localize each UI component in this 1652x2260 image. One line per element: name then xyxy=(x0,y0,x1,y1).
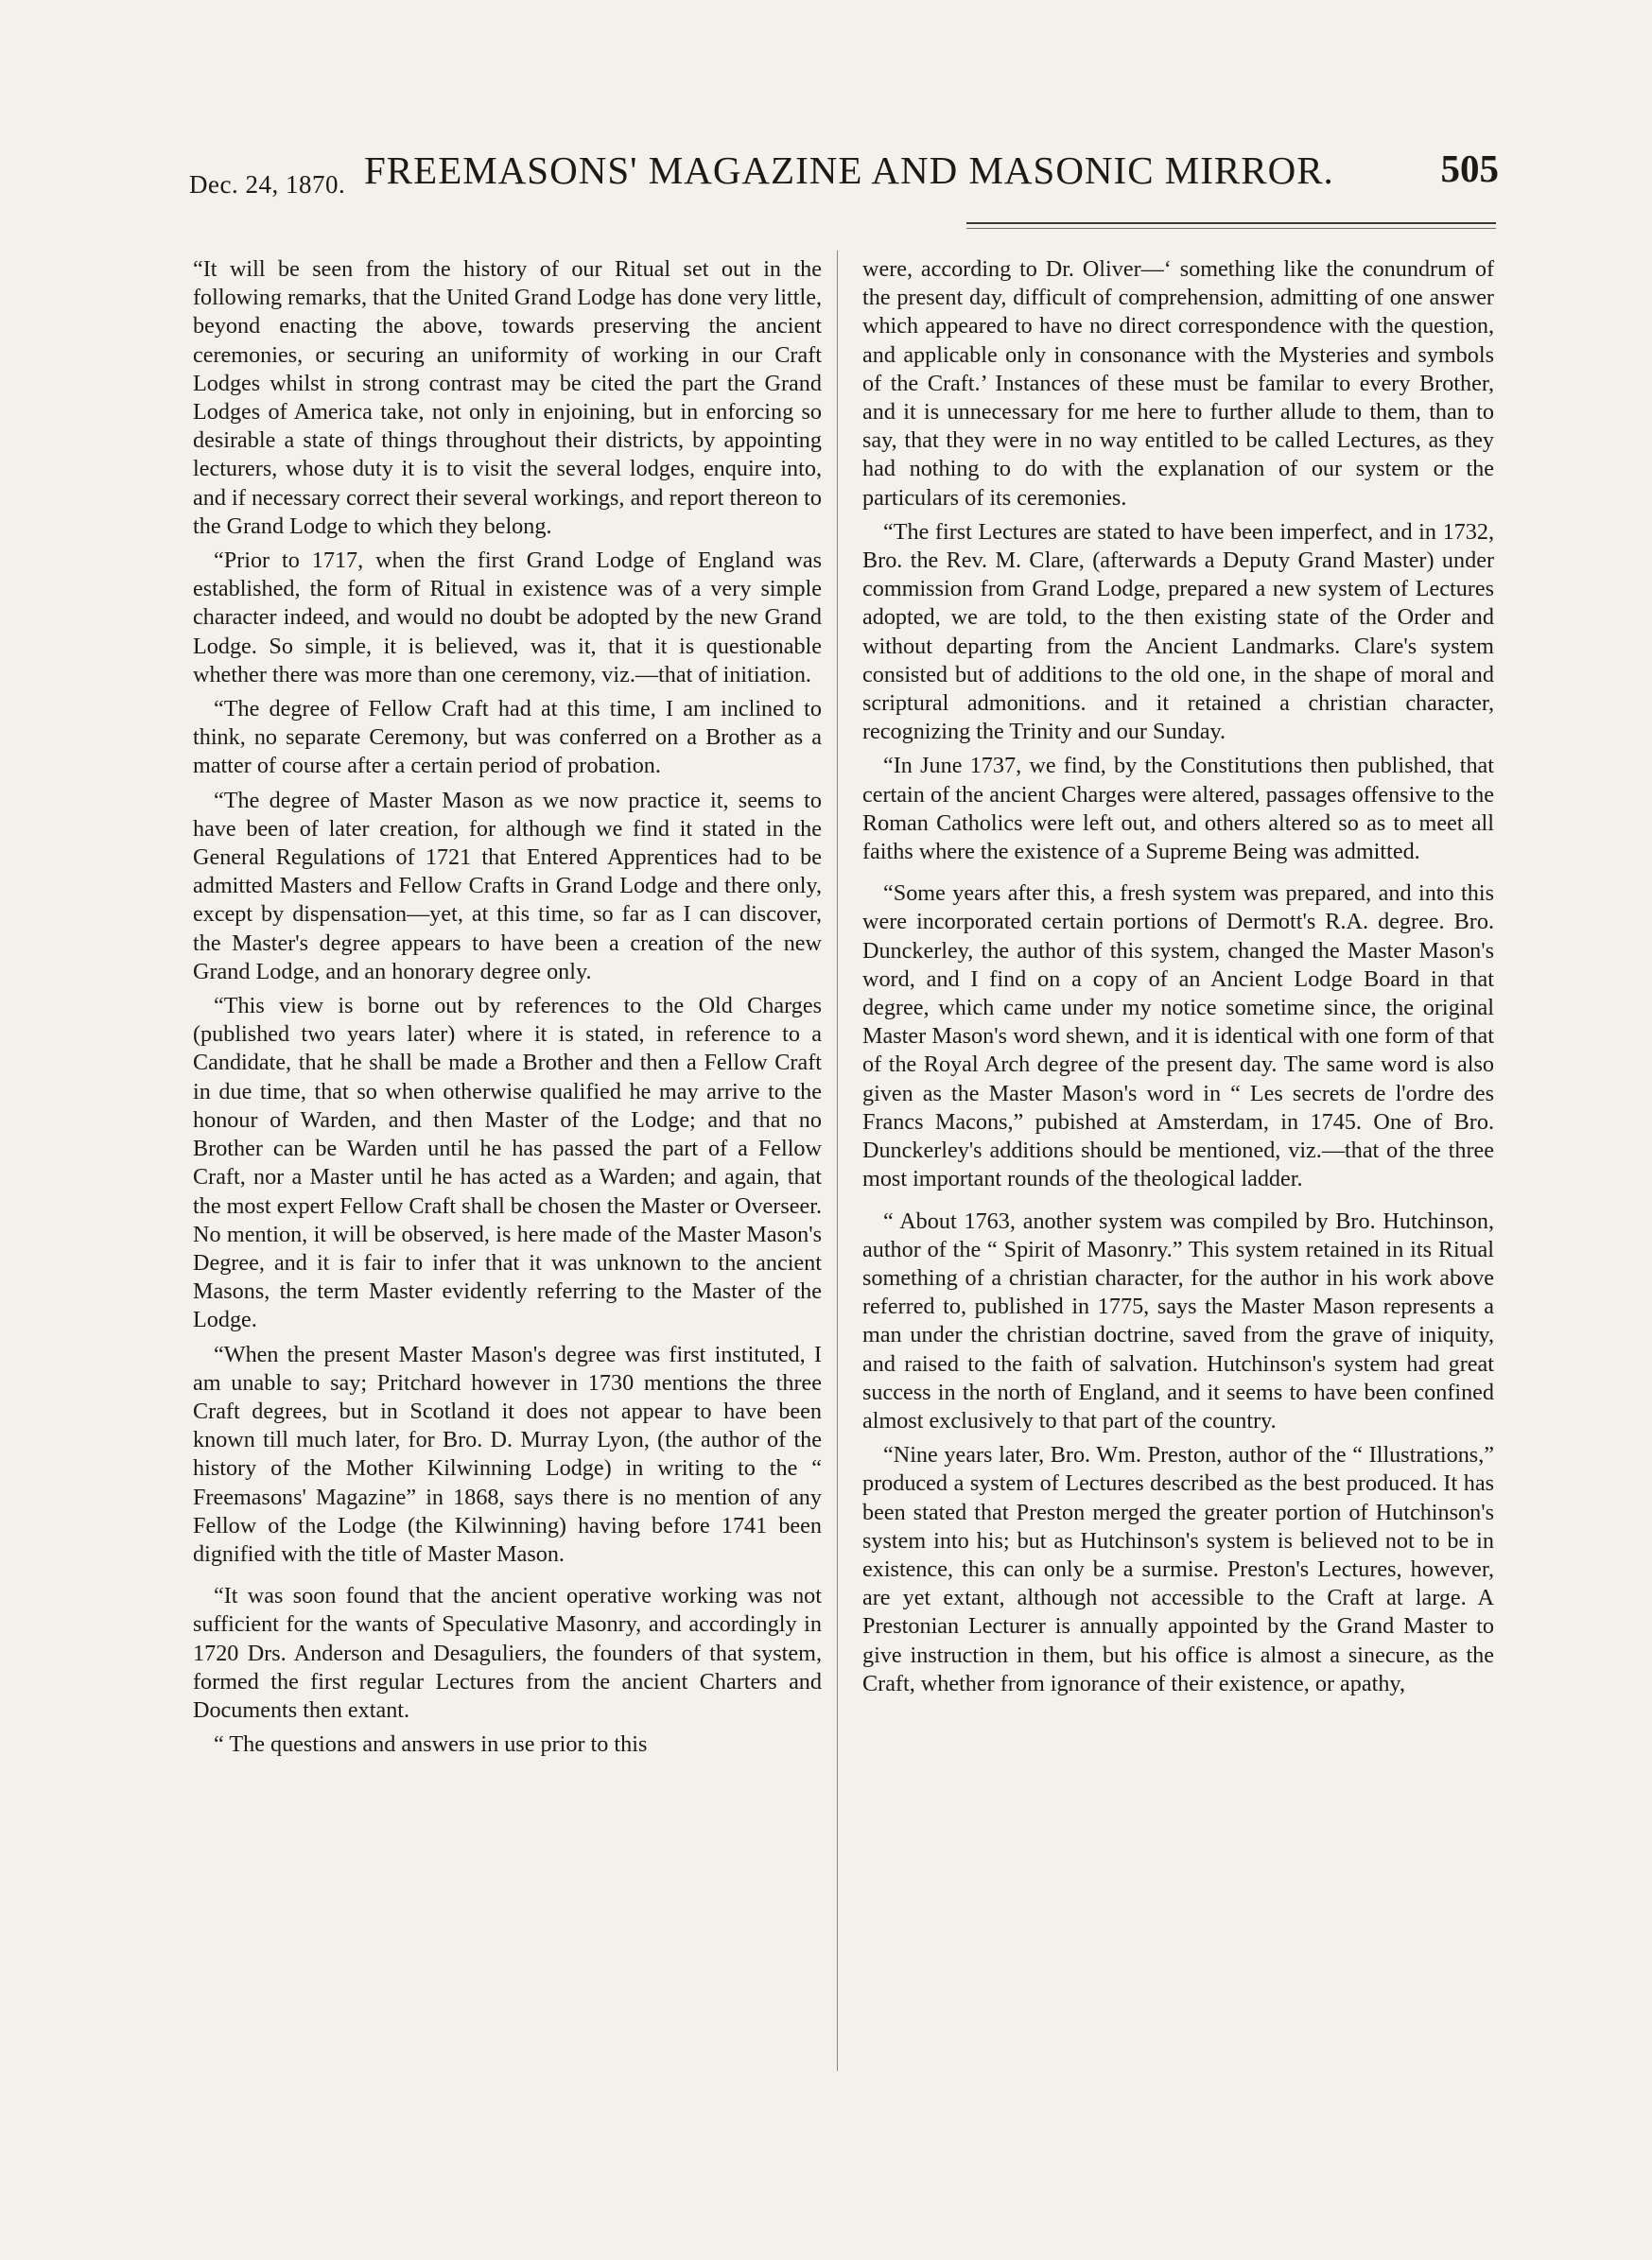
paragraph: “When the present Master Mason's degree was first instituted, I am unable to say; Pritchard however in 1730 mentions the three Craft degrees, but in Scotland it does not appear to have been known till much later, for Bro. D. Murray Lyon, (the author of the history of the Mother Kilwinning Lodge) in writing to the “ Freemasons' Magazine” in 1868, says there is no mention of any Fellow of the Lodge (the Kilwinning) having before 1741 been dignified with the title of Master Mason. xyxy=(193,1341,822,1567)
right-column xyxy=(862,255,1494,1704)
paragraph: “Some years after this, a fresh system was prepared, and into this were incorporated certain portions of Dermott's R.A. degree. Bro. Dunckerley, the author of this system, changed the Master Mason's word, and I find on a copy of an Ancient Lodge Board in that degree, which came under my notice sometime since, the original Master Mason's word shewn, and it is identical with one form of that of the Royal Arch degree of the present day. The same word is also given as the Master Mason's word in “ Les secrets de l'ordre des Francs Macons,” pubished at Amsterdam, in 1745. One of Bro. Dunckerley's additions should be mentioned, viz.—that of the three most important rounds of the theological ladder. xyxy=(862,880,1494,1192)
paragraph: “Nine years later, Bro. Wm. Preston, author of the “ Illustrations,” produced a system of Lectures described as the best produced. It has been stated that Preston merged the greater portion of Hutchinson's system into his; but as Hutchinson's system is believed not to be in existence, this can only be a surmise. Preston's Lectures, however, are yet extant, although not accessible to the Craft at large. A Prestonian Lecturer is annually appointed by the Grand Master to give instruction in them, but his office is almost a sinecure, as the Craft, whether from ignorance of their existence, or apathy, xyxy=(862,1442,1494,1696)
paragraph: “ About 1763, another system was compiled by Bro. Hutchinson, author of the “ Spirit of Masonry.” This system retained in its Ritual something of a christian character, for the author in his work above referred to, published in 1775, says the Master Mason represents a man under the christian doctrine, saved from the grave of iniquity, and raised to the faith of salvation. Hutchinson's system had great success in the north of England, and it seems to have been confined almost exclusively to that part of the country. xyxy=(862,1208,1494,1434)
header-rule xyxy=(966,222,1496,224)
paragraph: “It was soon found that the ancient operative working was not sufficient for the wants of Speculative Masonry, and accordingly in 1720 Drs. Anderson and Desaguliers, the founders of that system, formed the first regular Lectures from the ancient Charters and Documents then extant. xyxy=(193,1583,822,1723)
paragraph: “Prior to 1717, when the first Grand Lodge of England was established, the form of Ritual in existence was of a very simple character indeed, and would no doubt be adopted by the new Grand Lodge. So simple, it is believed, was it, that it is questionable whether there was more than one ceremony, viz.—that of initiation. xyxy=(193,548,822,687)
column-divider xyxy=(837,251,838,2071)
paragraph: “In June 1737, we find, by the Constitutions then published, that certain of the ancient Charges were altered, passages offensive to the Roman Catholics were left out, and others altered so as to meet all faiths where the existence of a Supreme Being was admitted. xyxy=(862,753,1494,865)
page-number: 505 xyxy=(1440,147,1499,190)
paragraph: “This view is borne out by references to the Old Charges (published two years later) where it is stated, in reference to a Candidate, that he shall be made a Brother and then a Fellow Craft in due time, that so when otherwise qualified he may arrive to the honour of Warden, and then Master of the Lodge; and that no Brother can be Warden until he has passed the part of a Fellow Craft, nor a Master until he has acted as a Warden; and again, that the most expert Fellow Craft shall be chosen the Master or Overseer. No mention, it will be observed, is here made of the Master Mason's Degree, and it is fair to infer that it was unknown to the ancient Masons, the term Master evidently referring to the Master of the Lodge. xyxy=(193,993,822,1333)
paragraph: “The degree of Fellow Craft had at this time, I am inclined to think, no separate Ceremony, but was conferred on a Brother as a matter of course after a certain period of probation. xyxy=(193,696,822,779)
paragraph: “The degree of Master Mason as we now practice it, seems to have been of later creation, for although we find it stated in the General Regulations of 1721 that Entered Apprentices had to be admitted Masters and Fellow Crafts in Grand Lodge and there only, except by dispensation—yet, at this time, so far as I can discover, the Master's degree appears to have been a creation of the new Grand Lodge, and an honorary degree only. xyxy=(193,787,822,984)
header-rule-thin xyxy=(966,228,1496,229)
issue-date: Dec. 24, 1870. xyxy=(189,170,346,199)
paragraph: were, according to Dr. Oliver—‘ something like the conundrum of the present day, difficult of comprehension, admitting of one answer which appeared to have no direct correspondence with the question, and applicable only in consonance with the Mysteries and symbols of the Craft.’ Instances of these must be familar to every Brother, and it is unnecessary for me here to further allude to them, than to say, that they were in no way entitled to be called Lectures, as they had nothing to do with the explanation of our system or the particulars of its ceremonies. xyxy=(862,256,1494,511)
left-column xyxy=(193,255,822,1765)
paragraph: “It will be seen from the history of our Ritual set out in the following remarks, that the United Grand Lodge has done very little, beyond enacting the above, towards preserving the ancient ceremonies, or securing an uniformity of working in our Craft Lodges whilst in strong contrast may be cited the part the Grand Lodges of America take, not only in enjoining, but in enforcing so desirable a state of things throughout their districts, by appointing lecturers, whose duty it is to visit the several lodges, enquire into, and if necessary correct their several workings, and report thereon to the Grand Lodge to which they belong. xyxy=(193,256,822,539)
paragraph: “The first Lectures are stated to have been imperfect, and in 1732, Bro. the Rev. M. Clare, (afterwards a Deputy Grand Master) under commission from Grand Lodge, prepared a new system of Lectures adopted, we are told, to the then existing state of the Order and without departing from the Ancient Landmarks. Clare's system consisted but of additions to the old one, in the shape of moral and scriptural admonitions. and it retained a christian character, recognizing the Trinity and our Sunday. xyxy=(862,518,1494,745)
magazine-title: FREEMASONS' MAGAZINE AND MASONIC MIRROR. xyxy=(364,148,1334,192)
paragraph: “ The questions and answers in use prior to this xyxy=(214,1731,648,1758)
page-header xyxy=(189,132,1499,199)
